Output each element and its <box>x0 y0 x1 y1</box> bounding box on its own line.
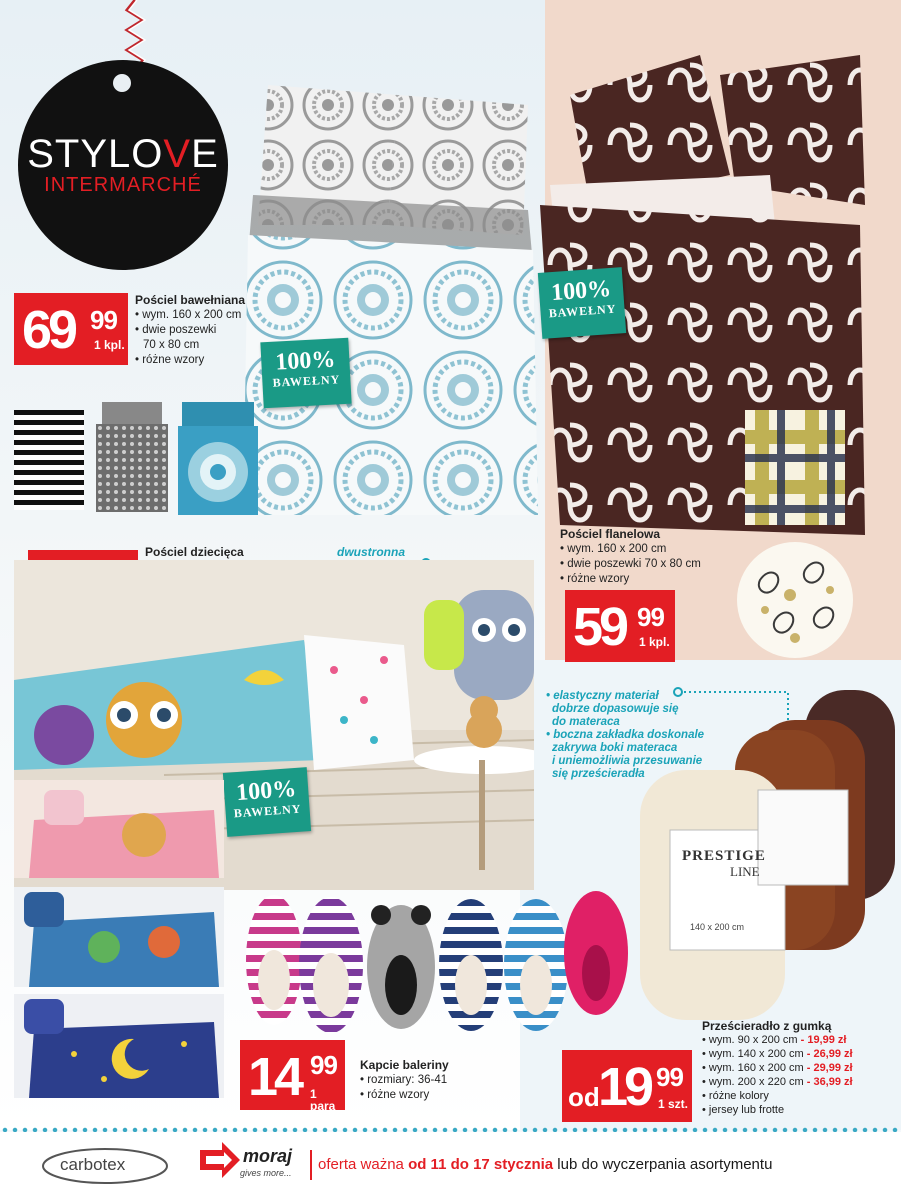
flannel-100-badge: 100% BAWEŁNY <box>538 267 626 339</box>
cotton-title: Pościel bawełniana <box>135 293 246 307</box>
sheet-title: Prześcieradło z gumką <box>702 1019 832 1033</box>
brand-logo: STYLOVE <box>27 132 219 176</box>
flannel-description: Pościel flanelowa • wym. 160 x 200 cm • dwie poszewki 70 x 80 cm • różne wzory <box>560 527 740 587</box>
fitted-sheet-rolls-photo <box>640 690 895 1020</box>
brand-tag <box>18 60 228 270</box>
slippers-description: Kapcie baleriny • rozmiary: 36-41 • różne wzory <box>360 1058 490 1103</box>
roll-label-line: LINE <box>730 864 760 879</box>
flannel-title: Pościel flanelowa <box>560 527 661 541</box>
kids-title: Pościel dziecięca <box>145 545 244 559</box>
carbotex-logo-text: carbotex <box>60 1155 126 1174</box>
slippers-title: Kapcie baleriny <box>360 1058 449 1072</box>
tag-hole <box>113 74 131 92</box>
thumbnail-grey <box>96 400 168 512</box>
moraj-arrow-icon <box>200 1142 240 1178</box>
moraj-logo-text: moraj <box>243 1146 293 1166</box>
cotton-100-badge: 100% BAWEŁNY <box>260 338 351 409</box>
slippers-price-badge: 14 99 1 para <box>240 1040 345 1110</box>
roll-label-brand: PRESTIGE <box>682 848 766 864</box>
flannel-price-badge: 59 99 1 kpl. <box>565 590 675 662</box>
kids-note: dwustronna <box>337 545 405 559</box>
kids-thumbnail-night <box>14 994 224 1098</box>
thumbnail-blue <box>178 400 258 515</box>
paisley-swatch <box>735 540 855 660</box>
kids-100-badge: 100% BAWEŁNY <box>223 767 311 837</box>
plaid-swatch <box>745 410 845 525</box>
sheet-description: Prześcieradło z gumką • wym. 90 x 200 cm - 19,99 zł • wym. 140 x 200 cm - 26,99 zł • wym. 160 x 200 cm - 29,99 zł • wym. 200 x 220 cm - 36,99 zł • różne kolory • jersey lub frotte <box>702 1019 897 1117</box>
offer-validity: oferta ważna od 11 do 17 stycznia lub do wyczerpania asortymentu <box>318 1156 773 1173</box>
cotton-description: Pościel bawełniana • wym. 160 x 200 cm • dwie poszewki 70 x 80 cm • różne wzory <box>135 293 275 368</box>
sheet-features: • elastyczny materiał dobrze dopasowuje się do materaca • boczna zakładka doskonale zakrywa boki materaca i uniemożliwia przesuwanie się prześcieradła <box>546 690 705 780</box>
cotton-price-badge: 69 99 1 kpl. <box>14 293 128 365</box>
cotton-bedding-photo <box>238 75 538 520</box>
footer-separator <box>310 1150 312 1180</box>
kids-thumbnail-pink <box>14 780 224 878</box>
moraj-tagline: gives more... <box>240 1168 292 1178</box>
brand-subtitle: INTERMARCHÉ <box>44 174 202 196</box>
kids-thumbnail-blue <box>14 887 224 987</box>
sheet-price-badge: od 19 99 1 szt. <box>562 1050 692 1122</box>
thumbnail-striped <box>14 400 84 510</box>
roll-label-size: 140 x 200 cm <box>690 922 745 932</box>
slippers-photo <box>236 885 636 1035</box>
